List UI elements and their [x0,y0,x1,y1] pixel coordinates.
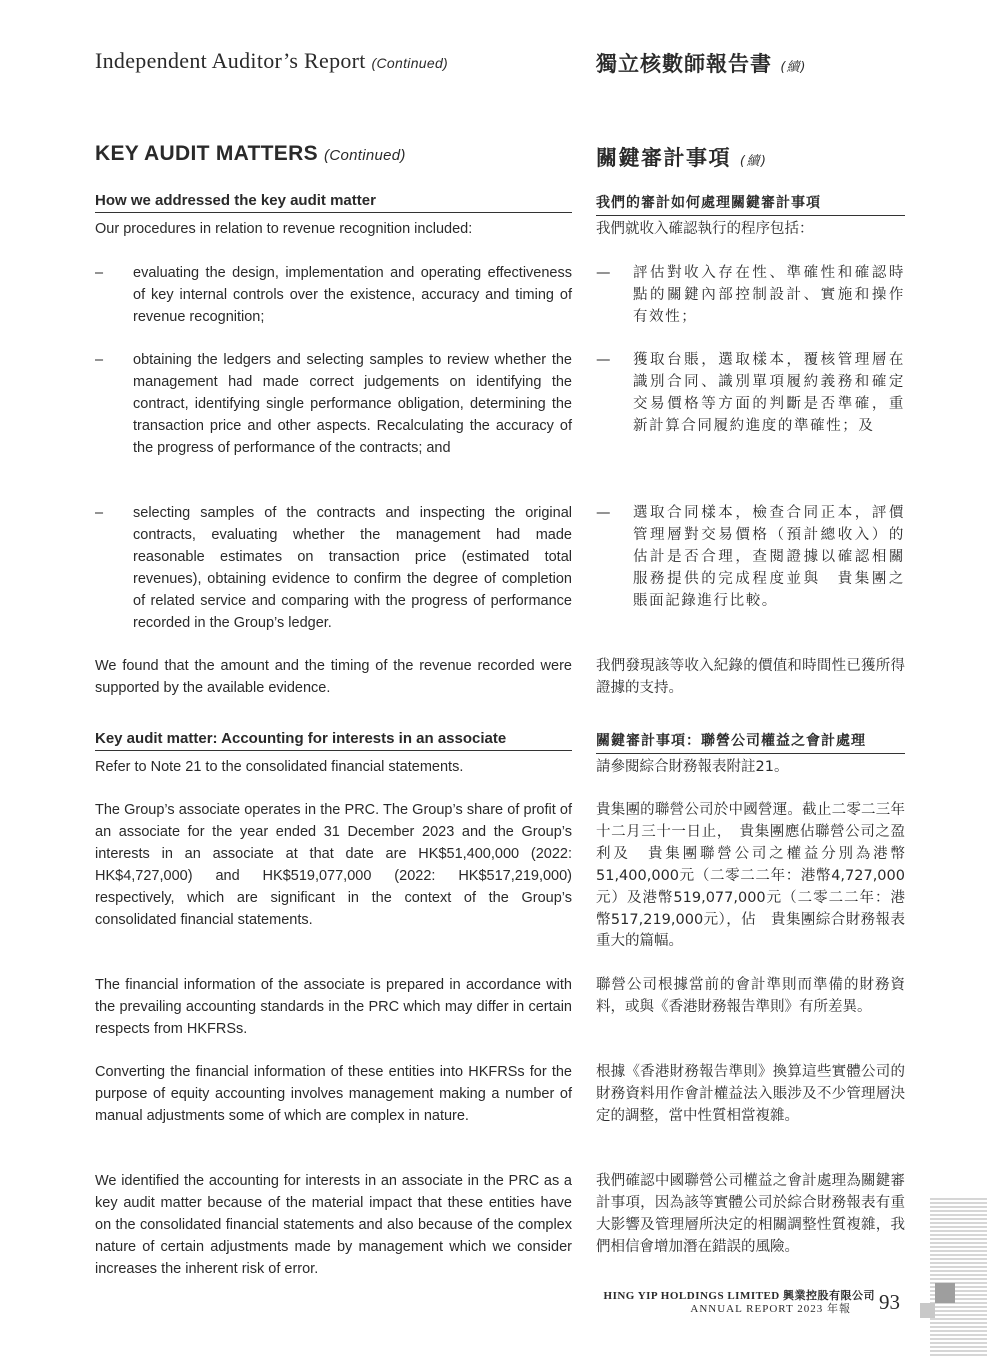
bullet-text-zh: 選取合同樣本，檢查合同正本，評價管理層對交易價格（預計總收入）的估計是否合理，查閱證據以確認相關服務提供的完成程度並與 貴集團之賬面記錄進行比較。 [633,505,905,609]
procedures-intro-en: Our procedures in relation to revenue recognition included: [95,221,473,237]
section-title [95,142,406,166]
report-header-title [95,48,448,74]
decorative-square-small [920,1303,935,1318]
procedure-bullet-zh [596,350,905,438]
continued-label-en: (Continued) [371,55,448,71]
bullet-dash: – [95,265,104,281]
paragraph-zh: 貴集團的聯營公司於中國營運。截止二零二三年十二月三十一日止， 貴集團應佔聯營公司之盈利及 貴集團聯營公司之權益分別為港幣51,400,000元（二零二二年：港幣4,727,000元）及港幣519,077,000元（二零二二年：港幣517,219,000元），佔 貴集團綜合財務報表重大的篇幅。 [596,802,905,950]
bullet-dash: – [95,505,104,521]
paragraph-zh: 根據《香港財務報告準則》換算這些實體公司的財務資料用作會計權益法入賬涉及不少管理層決定的調整，當中性質相當複雜。 [596,1064,905,1124]
subheading-zh: 我們的審計如何處理關鍵審計事項 [596,192,905,216]
paragraph-en: The Group’s associate operates in the PRC. The Group’s share of profit of an associate for the year ended 31 December 2023 and the Group’s interests in an associate at that date are HK$51,400,000 (2022: HK$4,727,000) and HK$519,077,000 (2022: HK$517,219,000) respectively, which are significant in the context of the Group’s consolidated financial statements. [95,802,572,928]
block1-heading-en [95,192,572,213]
decorative-stripes [930,1198,987,1356]
conclusion-en: We found that the amount and the timing of the revenue recorded were supported by the available evidence. [95,658,572,696]
decorative-square [935,1283,955,1303]
subheading: How we addressed the key audit matter [95,192,572,213]
section-title-en: KEY AUDIT MATTERS [95,142,318,165]
bullet-dash-zh: — [596,265,611,281]
report-title-zh: 獨立核數師報告書 [596,52,772,76]
section-continued-en: (Continued) [324,147,406,164]
bullet-text-zh: 獲取台賬，選取樣本，覆核管理層在識別合同、識別單項履約義務和確定交易價格等方面的判斷是否準確，重新計算合同履約進度的準確性；及 [633,352,905,434]
note-reference-zh: 請參閱綜合財務報表附註21。 [596,759,789,775]
bullet-text-en: obtaining the ledgers and selecting samples to review whether the management had made correct judgements on identifying the contract, identifying single performance obligation, determining the transaction price and other aspects. Recalculating the accuracy of the progress of performance of the contracts; and [133,352,572,456]
conclusion-zh: 我們發現該等收入紀錄的價值和時間性已獲所得證據的支持。 [596,658,905,696]
section-title-zh [596,142,767,172]
subheading: Key audit matter: Accounting for interests in an associate [95,730,572,751]
procedure-bullet-zh [596,263,905,329]
procedure-bullet [95,350,572,460]
bullet-text-en: evaluating the design, implementation and operating effectiveness of key internal controls over the existence, accuracy and timing of revenue recognition; [133,265,572,325]
paragraph-zh: 我們確認中國聯營公司權益之會計處理為關鍵審計事項，因為該等實體公司於綜合財務報表有重大影響及管理層所決定的相關調整性質複雜，我們相信會增加潛在錯誤的風險。 [596,1173,905,1255]
paragraph-en: The financial information of the associate is prepared in accordance with the prevailing accounting standards in the PRC which may differ in certain respects from HKFRSs. [95,977,572,1037]
paragraph-en: Converting the financial information of these entities into HKFRSs for the purpose of equity accounting involves management making a number of manual adjustments some of which are complex in nature. [95,1064,572,1124]
page-number: 93 [879,1290,900,1314]
paragraph-zh: 聯營公司根據當前的會計準則而準備的財務資料，或與《香港財務報告準則》有所差異。 [596,977,905,1015]
block2-heading-en [95,730,572,751]
section-title-zh-text: 關鍵審計事項 [596,146,731,170]
bullet-dash: – [95,352,104,368]
report-title-en: Independent Auditor’s Report [95,48,366,73]
note-reference-en: Refer to Note 21 to the consolidated financial statements. [95,759,464,775]
bullet-text-en: selecting samples of the contracts and inspecting the original contracts, evaluating whether the management had made reasonable estimates on transaction price (estimated total revenues), obtaining evidence to confirm the degree of completion of related service and comparing with the progress of performance recorded in the Group’s ledger. [133,505,572,631]
section-continued-zh: (續) [739,154,768,169]
procedure-bullet [95,263,572,329]
bullet-dash-zh: — [596,505,611,521]
procedure-bullet-zh [596,503,905,613]
continued-label-zh: (續) [780,60,807,75]
subheading-zh: 關鍵審計事項：聯營公司權益之會計處理 [596,730,905,754]
bullet-dash-zh: — [596,352,611,368]
bullet-text-zh: 評估對收入存在性、準確性和確認時點的關鍵內部控制設計、實施和操作有效性； [633,265,905,325]
report-header-title-zh [596,48,806,78]
procedure-bullet [95,503,572,634]
footer-annual-report: ANNUAL REPORT 2023 年報 [690,1303,851,1315]
procedures-intro-zh: 我們就收入確認執行的程序包括： [596,221,814,237]
paragraph-en: We identified the accounting for interests in an associate in the PRC as a key audit matter because of the material impact that these entities have on the consolidated financial statements and also because of the complex nature of certain adjustments made by management which we consider increases the inherent risk of error. [95,1173,572,1277]
footer-company-name: HING YIP HOLDINGS LIMITED 興業控股有限公司 [603,1290,875,1302]
block1-heading-zh [596,192,905,216]
block2-heading-zh [596,730,905,754]
